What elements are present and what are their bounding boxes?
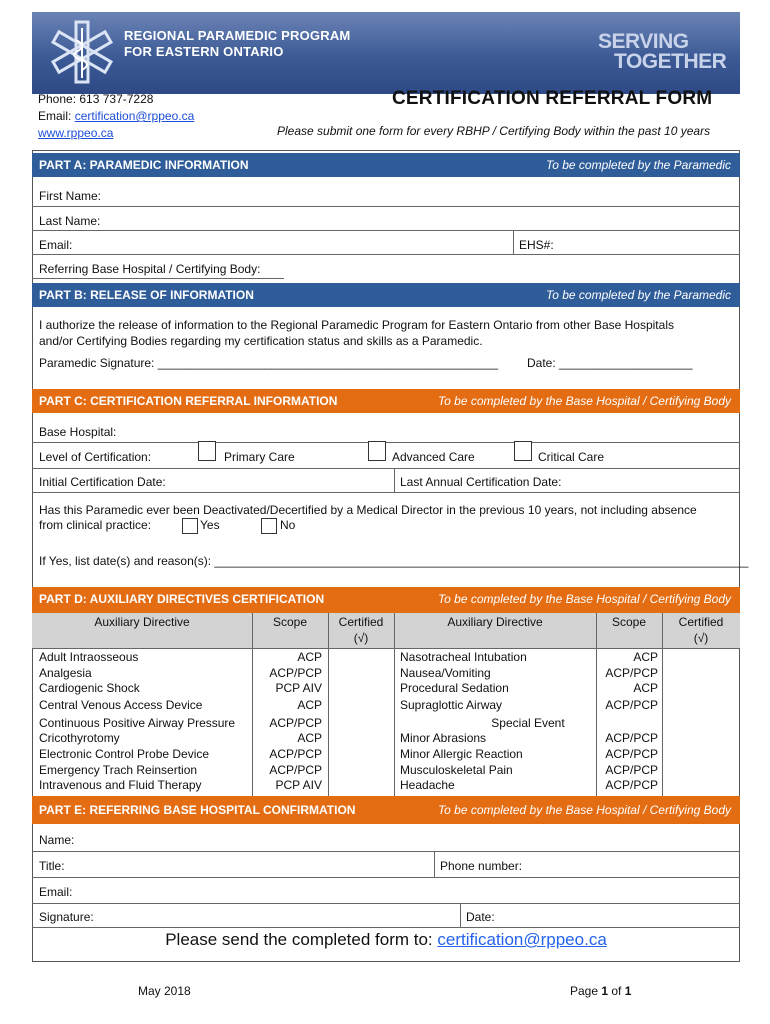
org-name-line1: REGIONAL PARAMEDIC PROGRAM <box>124 28 351 43</box>
page-number <box>570 984 631 998</box>
star-of-life-icon <box>48 16 116 88</box>
referring-label: Referring Base Hospital / Certifying Body: <box>39 262 261 276</box>
consent-text-line2: and/or Certifying Bodies regarding my certification status and skills as a Paramedic. <box>39 334 483 348</box>
part-b-note: To be completed by the Paramedic <box>546 288 731 302</box>
part-d-title: PART D: AUXILIARY DIRECTIVES CERTIFICATION <box>39 592 325 606</box>
org-name-line2: FOR EASTERN ONTARIO <box>124 44 284 59</box>
primary-care-checkbox[interactable] <box>198 441 216 461</box>
right-directive-1: Nasotracheal Intubation <box>400 650 527 664</box>
col-check-left: (√) <box>353 631 369 645</box>
initial-cert-date-field[interactable]: Initial Certification Date: <box>39 475 166 489</box>
part-c-title: PART C: CERTIFICATION REFERRAL INFORMATION <box>39 394 338 408</box>
decertified-question-line2: from clinical practice: <box>39 518 152 532</box>
yes-label: Yes <box>200 518 220 532</box>
part-b-header <box>32 283 740 307</box>
right-directive-2: Nausea/Vomiting <box>400 666 491 680</box>
consent-text-line1: I authorize the release of information to the Regional Paramedic Program for Eastern Ontario from other Base Hospitals <box>39 318 674 332</box>
part-a-title: PART A: PARAMEDIC INFORMATION <box>39 158 249 172</box>
col-scope-left: Scope <box>272 615 308 629</box>
yes-checkbox[interactable] <box>182 518 198 534</box>
divider <box>394 613 395 796</box>
paramedic-date-field[interactable]: Date: ____________________ <box>527 356 693 370</box>
if-yes-field[interactable]: If Yes, list date(s) and reason(s): ________________________________________________________________________________ <box>39 554 749 568</box>
part-a-note: To be completed by the Paramedic <box>546 158 731 172</box>
part-e-header <box>32 796 740 824</box>
send-instructions <box>32 930 740 950</box>
divider <box>32 278 284 279</box>
right-directive-3: Procedural Sedation <box>400 681 509 695</box>
right-scope-6: ACP/PCP <box>605 747 658 761</box>
right-scope-8: ACP/PCP <box>605 778 658 792</box>
right-scope-4: ACP/PCP <box>605 698 658 712</box>
page-current: 1 <box>601 984 609 998</box>
last-annual-cert-date-field[interactable]: Last Annual Certification Date: <box>400 475 562 489</box>
page-prefix: Page <box>570 984 602 998</box>
send-text: Please send the completed form to: <box>165 930 438 949</box>
base-hospital-label: Base Hospital: <box>39 425 117 439</box>
col-certified-right: Certified <box>678 615 724 629</box>
primary-care-label: Primary Care <box>224 450 295 464</box>
page-total: 1 <box>624 984 632 998</box>
right-directive-5: Minor Abrasions <box>400 731 487 745</box>
left-directive-6: Cricothyrotomy <box>39 731 120 745</box>
website-link[interactable]: www.rppeo.ca <box>38 126 114 140</box>
divider <box>513 231 514 255</box>
left-directive-7: Electronic Control Probe Device <box>39 747 210 761</box>
first-name-label: First Name: <box>39 189 102 203</box>
no-label: No <box>280 518 296 532</box>
advanced-care-label: Advanced Care <box>392 450 475 464</box>
col-directive-right: Auxiliary Directive <box>447 615 543 629</box>
contact-email-link[interactable]: certification@rppeo.ca <box>74 109 195 123</box>
tagline-serving: SERVING <box>598 30 689 53</box>
col-directive-left: Auxiliary Directive <box>94 615 190 629</box>
left-directive-2: Analgesia <box>39 666 92 680</box>
ehs-label: EHS#: <box>519 238 554 252</box>
col-check-right: (√) <box>693 631 709 645</box>
left-directive-4: Central Venous Access Device <box>39 698 203 712</box>
part-d-note: To be completed by the Base Hospital / Certifying Body <box>437 592 731 606</box>
contact-email-line <box>38 109 194 123</box>
form-subtitle: Please submit one form for every RBHP / Certifying Body within the past 10 years <box>277 124 711 138</box>
divider <box>434 852 435 878</box>
cert-dates-row <box>32 469 740 493</box>
divider <box>662 613 663 796</box>
base-hospital-field[interactable] <box>32 413 740 443</box>
page-of: of <box>608 984 625 998</box>
left-scope-3: PCP AIV <box>275 681 322 695</box>
confirm-phone-field[interactable]: Phone number: <box>440 859 523 873</box>
confirm-date-field[interactable]: Date: <box>466 910 495 924</box>
right-scope-2: ACP/PCP <box>605 666 658 680</box>
critical-care-label: Critical Care <box>538 450 605 464</box>
right-scope-5: ACP/PCP <box>605 731 658 745</box>
left-scope-9: PCP AIV <box>275 778 322 792</box>
confirm-name-field[interactable] <box>32 824 740 852</box>
divider <box>394 469 395 493</box>
email-label: Email: <box>39 238 73 252</box>
send-email-link[interactable]: certification@rppeo.ca <box>437 930 607 949</box>
right-directive-6: Minor Allergic Reaction <box>400 747 523 761</box>
col-scope-right: Scope <box>611 615 647 629</box>
col-certified-left: Certified <box>338 615 384 629</box>
confirm-title-row <box>32 852 740 878</box>
contact-email-label: Email: <box>38 109 75 123</box>
right-directive-4: Supraglottic Airway <box>400 698 503 712</box>
critical-care-checkbox[interactable] <box>514 441 532 461</box>
left-scope-7: ACP/PCP <box>269 747 322 761</box>
confirm-signature-field[interactable]: Signature: <box>39 910 94 924</box>
left-directive-8: Emergency Trach Reinsertion <box>39 763 198 777</box>
part-e-note: To be completed by the Base Hospital / Certifying Body <box>437 803 731 817</box>
first-name-field[interactable] <box>32 177 740 207</box>
left-scope-5: ACP/PCP <box>269 716 322 730</box>
paramedic-signature-field[interactable]: Paramedic Signature: ___________________________________________________ <box>39 356 499 370</box>
divider <box>460 904 461 928</box>
tagline-together: TOGETHER <box>614 50 727 73</box>
left-directive-1: Adult Intraosseous <box>39 650 139 664</box>
no-checkbox[interactable] <box>261 518 277 534</box>
confirm-name-label: Name: <box>39 833 75 847</box>
confirm-signature-row <box>32 904 740 928</box>
right-scope-7: ACP/PCP <box>605 763 658 777</box>
divider <box>328 613 329 796</box>
contact-phone: Phone: 613 737-7228 <box>38 92 154 106</box>
right-directive-7: Musculoskeletal Pain <box>400 763 513 777</box>
left-directive-9: Intravenous and Fluid Therapy <box>39 778 202 792</box>
part-c-header <box>32 389 740 413</box>
right-scope-3: ACP <box>633 681 658 695</box>
decertified-question-line1: Has this Paramedic ever been Deactivated/Decertified by a Medical Director in the previous 10 years, not including absence <box>39 503 697 517</box>
part-c-note: To be completed by the Base Hospital / Certifying Body <box>437 394 731 408</box>
level-label: Level of Certification: <box>39 450 152 464</box>
footer-date: May 2018 <box>138 984 191 998</box>
special-event-heading: Special Event <box>491 716 565 730</box>
left-scope-6: ACP <box>297 731 322 745</box>
confirm-title-field[interactable]: Title: <box>39 859 65 873</box>
left-directive-3: Cardiogenic Shock <box>39 681 140 695</box>
confirm-email-field[interactable] <box>32 878 740 904</box>
left-scope-1: ACP <box>297 650 322 664</box>
left-scope-2: ACP/PCP <box>269 666 322 680</box>
left-scope-8: ACP/PCP <box>269 763 322 777</box>
part-e-title: PART E: REFERRING BASE HOSPITAL CONFIRMATION <box>39 803 356 817</box>
right-directive-8: Headache <box>400 778 455 792</box>
last-name-label: Last Name: <box>39 214 101 228</box>
left-directive-5: Continuous Positive Airway Pressure <box>39 716 236 730</box>
directives-table-header <box>32 613 740 649</box>
email-field[interactable] <box>32 231 740 255</box>
level-row <box>32 443 740 469</box>
part-b-title: PART B: RELEASE OF INFORMATION <box>39 288 254 302</box>
part-a-header <box>32 153 740 177</box>
referring-field[interactable] <box>32 255 740 283</box>
part-d-header <box>32 587 740 613</box>
right-scope-1: ACP <box>633 650 658 664</box>
left-scope-4: ACP <box>297 698 322 712</box>
confirm-email-label: Email: <box>39 885 73 899</box>
last-name-field[interactable] <box>32 207 740 231</box>
form-title: CERTIFICATION REFERRAL FORM <box>392 88 713 109</box>
advanced-care-checkbox[interactable] <box>368 441 386 461</box>
